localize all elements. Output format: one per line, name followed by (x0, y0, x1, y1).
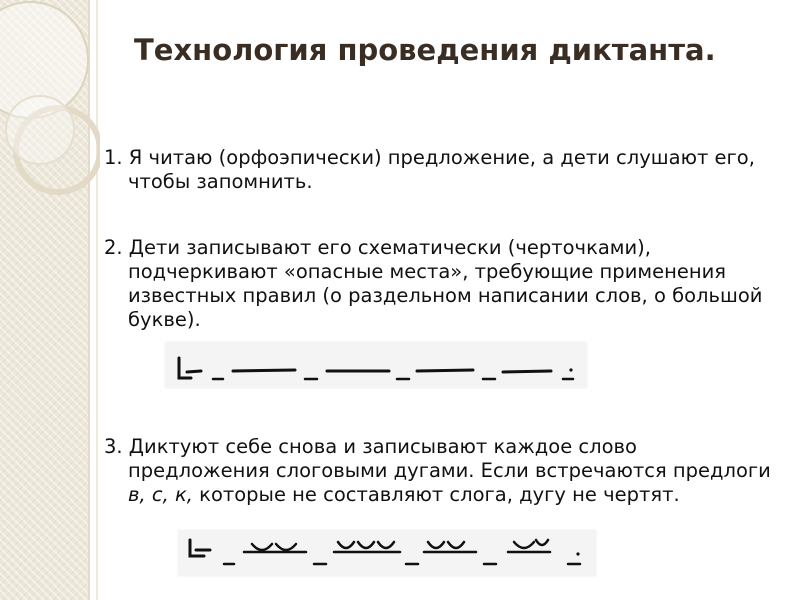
step-2 (104, 236, 784, 332)
dash-scheme-drawing (165, 342, 587, 388)
step-3-text-before: 3. Диктуют себе снова и записывают каждое слово предложения слоговыми дугами. Если встречаются предлоги (104, 435, 771, 482)
dash-scheme-image (165, 342, 587, 388)
step-1 (104, 146, 784, 194)
syllable-arc-scheme-drawing (178, 530, 596, 576)
step-2-text: 2. Дети записывают его схематически (черточками), подчеркивают «опасные места», требующие применения известных правил (о раздельном написании слов, о большой букве). (104, 236, 763, 331)
step-3-text-after: которые не составляют слога, дугу не чертят. (192, 483, 680, 506)
step-1-text: 1. Я читаю (орфоэпически) предложение, а дети слушают его, чтобы запомнить. (104, 146, 755, 193)
syllable-arc-scheme-image (178, 530, 596, 576)
slide-title: Технология проведения диктанта. (134, 33, 716, 67)
step-3-prepositions: в, с, к, (128, 483, 193, 506)
step-3-text (104, 435, 784, 507)
decorative-circles (0, 0, 100, 240)
step-3 (104, 435, 784, 507)
